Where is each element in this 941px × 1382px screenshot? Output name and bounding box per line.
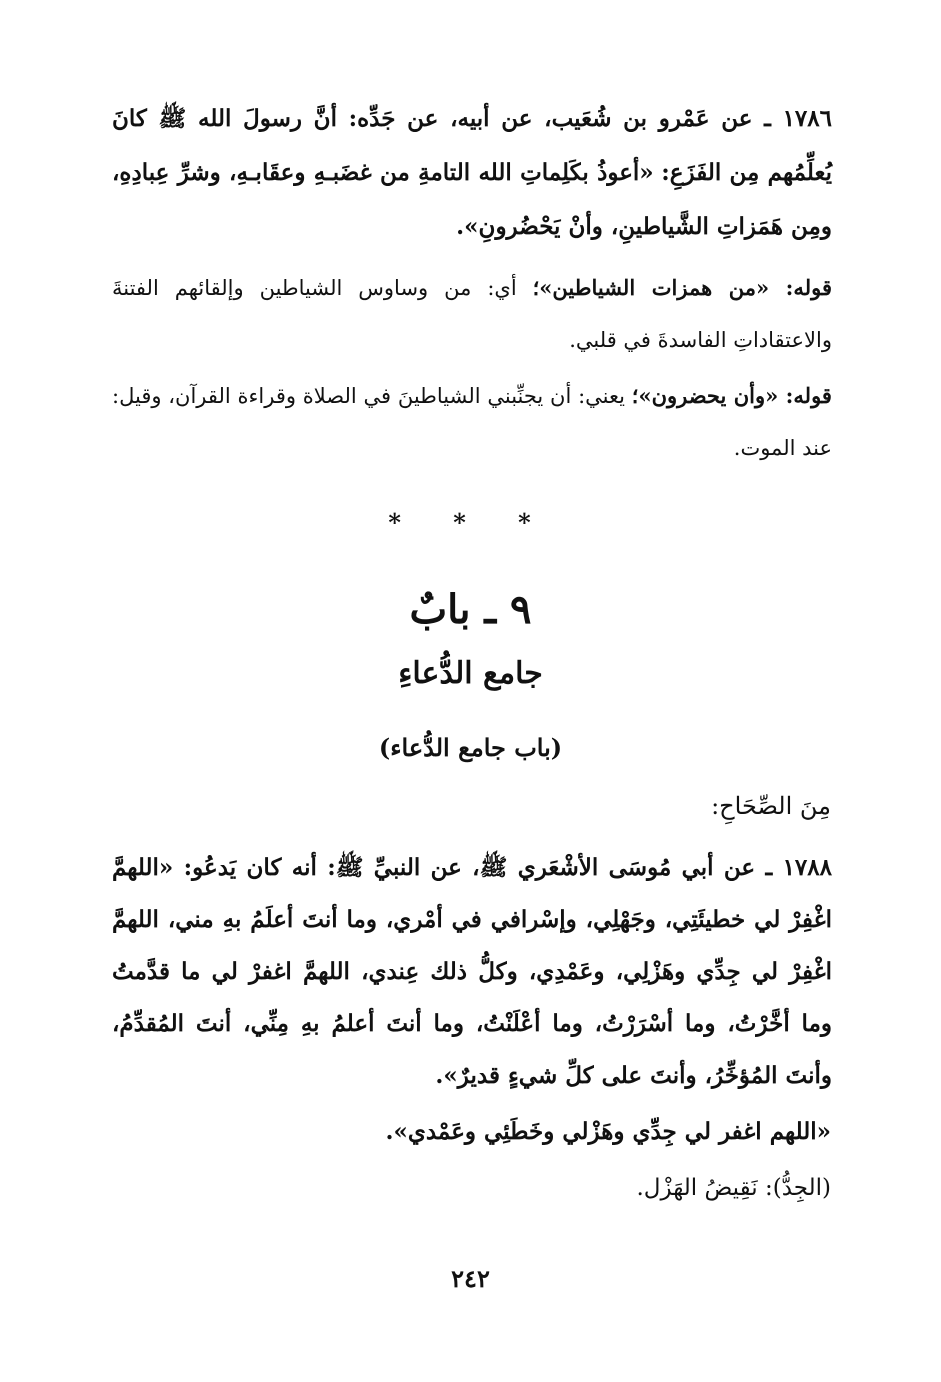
chapter-title: جامع الدُّعاءِ <box>398 656 543 691</box>
page-number: ٢٤٢ <box>451 1264 490 1293</box>
hadith-1786-quote: «أعوذُ بكَلِماتِ الله التامةِ من غضَبـهِ وعقَابـهِ، وشرِّ عِبادِهِ، ومِن هَمَزاتِ الشَّياطينِ، وأنْ يَحْضُرونِ». <box>112 159 832 240</box>
hadith-1786 <box>112 92 832 254</box>
note-1-lead: قوله: «من همزات الشياطين»؛ <box>532 275 832 300</box>
note-2-lead: قوله: «وأن يحضرون»؛ <box>631 383 832 408</box>
chapter-heading: ٩ ـ بابٌ <box>409 586 532 633</box>
commentary-note-2 <box>112 370 832 474</box>
hadith-1786-lead: ١٧٨٦ ـ عن عَمْرو بن شُعَيب، عن أبيه، عن جَدِّه: أنَّ رسولَ الله ﷺ كانَ يُعلِّمُهم مِن الفَزَعِ: <box>112 105 832 186</box>
glossary-note: (الجِدُّ): نَقِيضُ الهَزْل. <box>636 1175 831 1201</box>
commentary-note-1 <box>112 262 832 366</box>
note-2-body: يعني: أن يجنِّبني الشياطينَ في الصلاة وقراءة القرآن، وقيل: عند الموت. <box>112 384 832 460</box>
chapter-subtitle: (باب جامع الدُّعاء) <box>378 733 563 762</box>
section-label: مِنَ الصِّحَاحِ: <box>711 792 831 820</box>
note-1-body: أي: من وساوس الشياطين وإلقائهم الفتنةَ والاعتقاداتِ الفاسدةَ في قلبي. <box>112 276 832 352</box>
supplementary-hadith: «اللهم اغفر لي جِدِّي وهَزْلي وخَطَئِي وعَمْدي». <box>385 1118 831 1145</box>
hadith-1788: ١٧٨٨ ـ عن أبي مُوسَى الأشْعَري ﷺ، عن النبيِّ ﷺ: أنه كان يَدعُو: «اللهمَّ اغْفِرْ لي خطيئَتِي، وجَهْلِي، وإسْرافي في أمْري، وما أنتَ أعلَمُ بهِ مني، اللهمَّ اغْفِرْ لي جِدِّي وهَزْلِي، وعَمْدِي، وكلُّ ذلك عِندي، اللهمَّ اغفرْ لي ما قدَّمتُ وما أخَّرْتُ، وما أسْرَرْتُ، وما أعْلَنْتُ، وما أنتَ أعلمُ بهِ مِنِّي، أنتَ المُقدِّمُ، وأنتَ المُؤخِّرُ، وأنتَ على كلِّ شيءٍ قديرٌ». <box>112 854 832 1089</box>
section-separator: * * * <box>388 508 553 537</box>
